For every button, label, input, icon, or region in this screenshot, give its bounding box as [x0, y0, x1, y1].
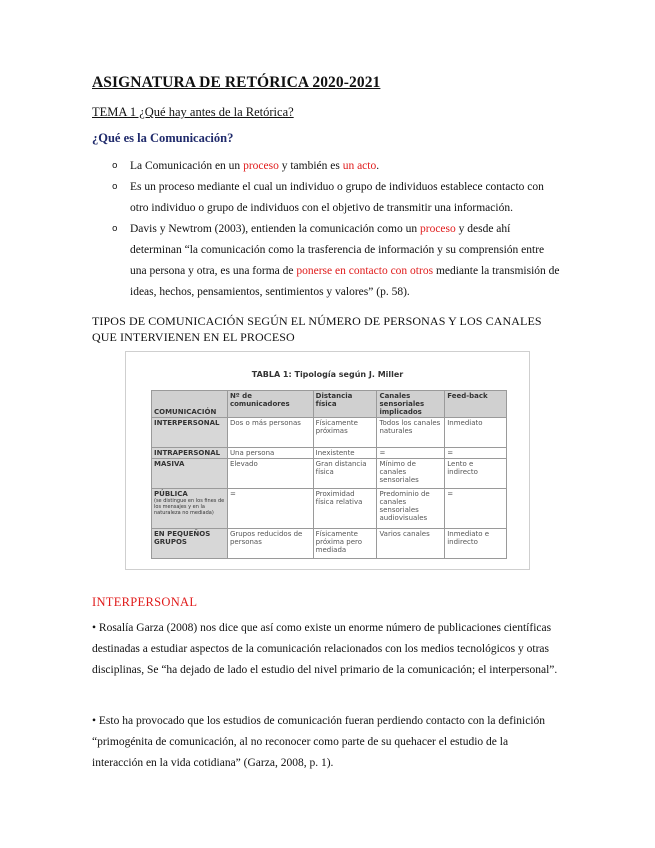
table-cell: INTERPERSONAL	[152, 418, 228, 448]
table-cell: Una persona	[227, 448, 313, 459]
column-header: Nº de comunicadores	[227, 391, 313, 418]
section-heading: INTERPERSONAL	[92, 595, 198, 609]
table-cell	[152, 489, 228, 529]
table-cell: Mínimo de canales sensoriales	[377, 459, 445, 489]
table-row	[152, 418, 507, 448]
question-heading: ¿Qué es la Comunicación?	[92, 131, 234, 145]
column-header: Distancia física	[313, 391, 377, 418]
topic-heading: TEMA 1 ¿Qué hay antes de la Retórica?	[92, 105, 294, 119]
bullet-text: .	[376, 160, 380, 172]
bullet-marker: o	[112, 161, 118, 171]
bullet-text: y desde ahí determinan “la comunicación como la trasferencia de información y su comprensión entre una persona y otra, es una forma de	[130, 223, 545, 277]
types-heading: TIPOS DE COMUNICACIÓN SEGÚN EL NÚMERO DE PERSONAS Y LOS CANALES QUE INTERVIENEN EN EL PROCESO	[92, 314, 542, 344]
table-header-row	[152, 391, 507, 418]
table-cell: =	[377, 448, 445, 459]
table-cell: Elevado	[227, 459, 313, 489]
table-row	[152, 529, 507, 559]
column-header: COMUNICACIÓN	[152, 391, 228, 418]
list-item	[92, 177, 562, 219]
bullet-text: y también es	[278, 160, 343, 172]
table-cell: =	[227, 489, 313, 529]
bullet-marker: o	[112, 224, 118, 234]
row-label: PÚBLICA	[154, 490, 188, 498]
highlight-text: ponerse en contacto con otros	[296, 265, 434, 277]
table-caption: TABLA 1: Tipología según J. Miller	[251, 370, 404, 379]
table-row	[152, 489, 507, 529]
list-item	[92, 156, 562, 177]
highlight-text: proceso	[243, 160, 279, 172]
typology-table-figure	[125, 351, 530, 570]
table-row	[152, 459, 507, 489]
highlight-text: proceso	[419, 223, 456, 235]
table-cell: INTRAPERSONAL	[152, 448, 228, 459]
paragraph: • Esto ha provocado que los estudios de comunicación fueran perdiendo contacto con la definición “primogénita de comunicación, al no reconocer como parte de su quehacer el estudio de la interacción en la vida cotidiana” (Garza, 2008, p. 1).	[92, 715, 546, 769]
bullet-list	[92, 156, 562, 303]
table-cell: Dos o más personas	[227, 418, 313, 448]
bullet-text: Es un proceso mediante el cual un individuo o grupo de individuos establece contacto con otro individuo o grupo de individuos con el objetivo de transmitir una información.	[130, 181, 544, 214]
table-cell: Proximidad física relativa	[313, 489, 377, 529]
table-cell: Todos los canales naturales	[377, 418, 445, 448]
highlight-text: un acto	[342, 160, 377, 172]
bullet-text: La Comunicación en un	[130, 160, 244, 172]
table-cell: Varios canales	[377, 529, 445, 559]
table-cell: MASIVA	[152, 459, 228, 489]
table-cell: EN PEQUEÑOS GRUPOS	[152, 529, 228, 559]
table-cell: Físicamente próximas	[313, 418, 377, 448]
table-cell: Inmediato e indirecto	[445, 529, 507, 559]
typology-table	[151, 390, 507, 559]
table-cell: Inmediato	[445, 418, 507, 448]
row-note: (se distingue en los fines de los mensajes y en la naturaleza no mediada)	[154, 498, 225, 516]
paragraph: • Rosalía Garza (2008) nos dice que así como existe un enorme número de publicaciones científicas destinadas a estudiar aspectos de la comunicación relacionados con los medios tecnológicos y otras disciplinas, Se “ha dejado de lado el estudio del nivel primario de la comunicación; el interpersonal”.	[92, 622, 558, 676]
table-cell: Lento e indirecto	[445, 459, 507, 489]
column-header: Feed-back	[445, 391, 507, 418]
bullet-marker: o	[112, 182, 118, 192]
table-cell: Grupos reducidos de personas	[227, 529, 313, 559]
table-cell: =	[445, 489, 507, 529]
column-header: Canales sensoriales implicados	[377, 391, 445, 418]
table-cell: =	[445, 448, 507, 459]
list-item	[92, 219, 562, 303]
bullet-text: mediante la transmisión de ideas, hechos, pensamientos, sentimientos y valores” (p. 58).	[130, 265, 560, 298]
table-cell: Físicamente próxima pero mediada	[313, 529, 377, 559]
table-row	[152, 448, 507, 459]
bullet-text: Davis y Newtrom (2003), entienden la comunicación como un	[130, 223, 420, 235]
table-cell: Inexistente	[313, 448, 377, 459]
table-cell: Gran distancia física	[313, 459, 377, 489]
table-cell: Predominio de canales sensoriales audiovisuales	[377, 489, 445, 529]
document-title: ASIGNATURA DE RETÓRICA 2020-2021	[92, 74, 381, 91]
